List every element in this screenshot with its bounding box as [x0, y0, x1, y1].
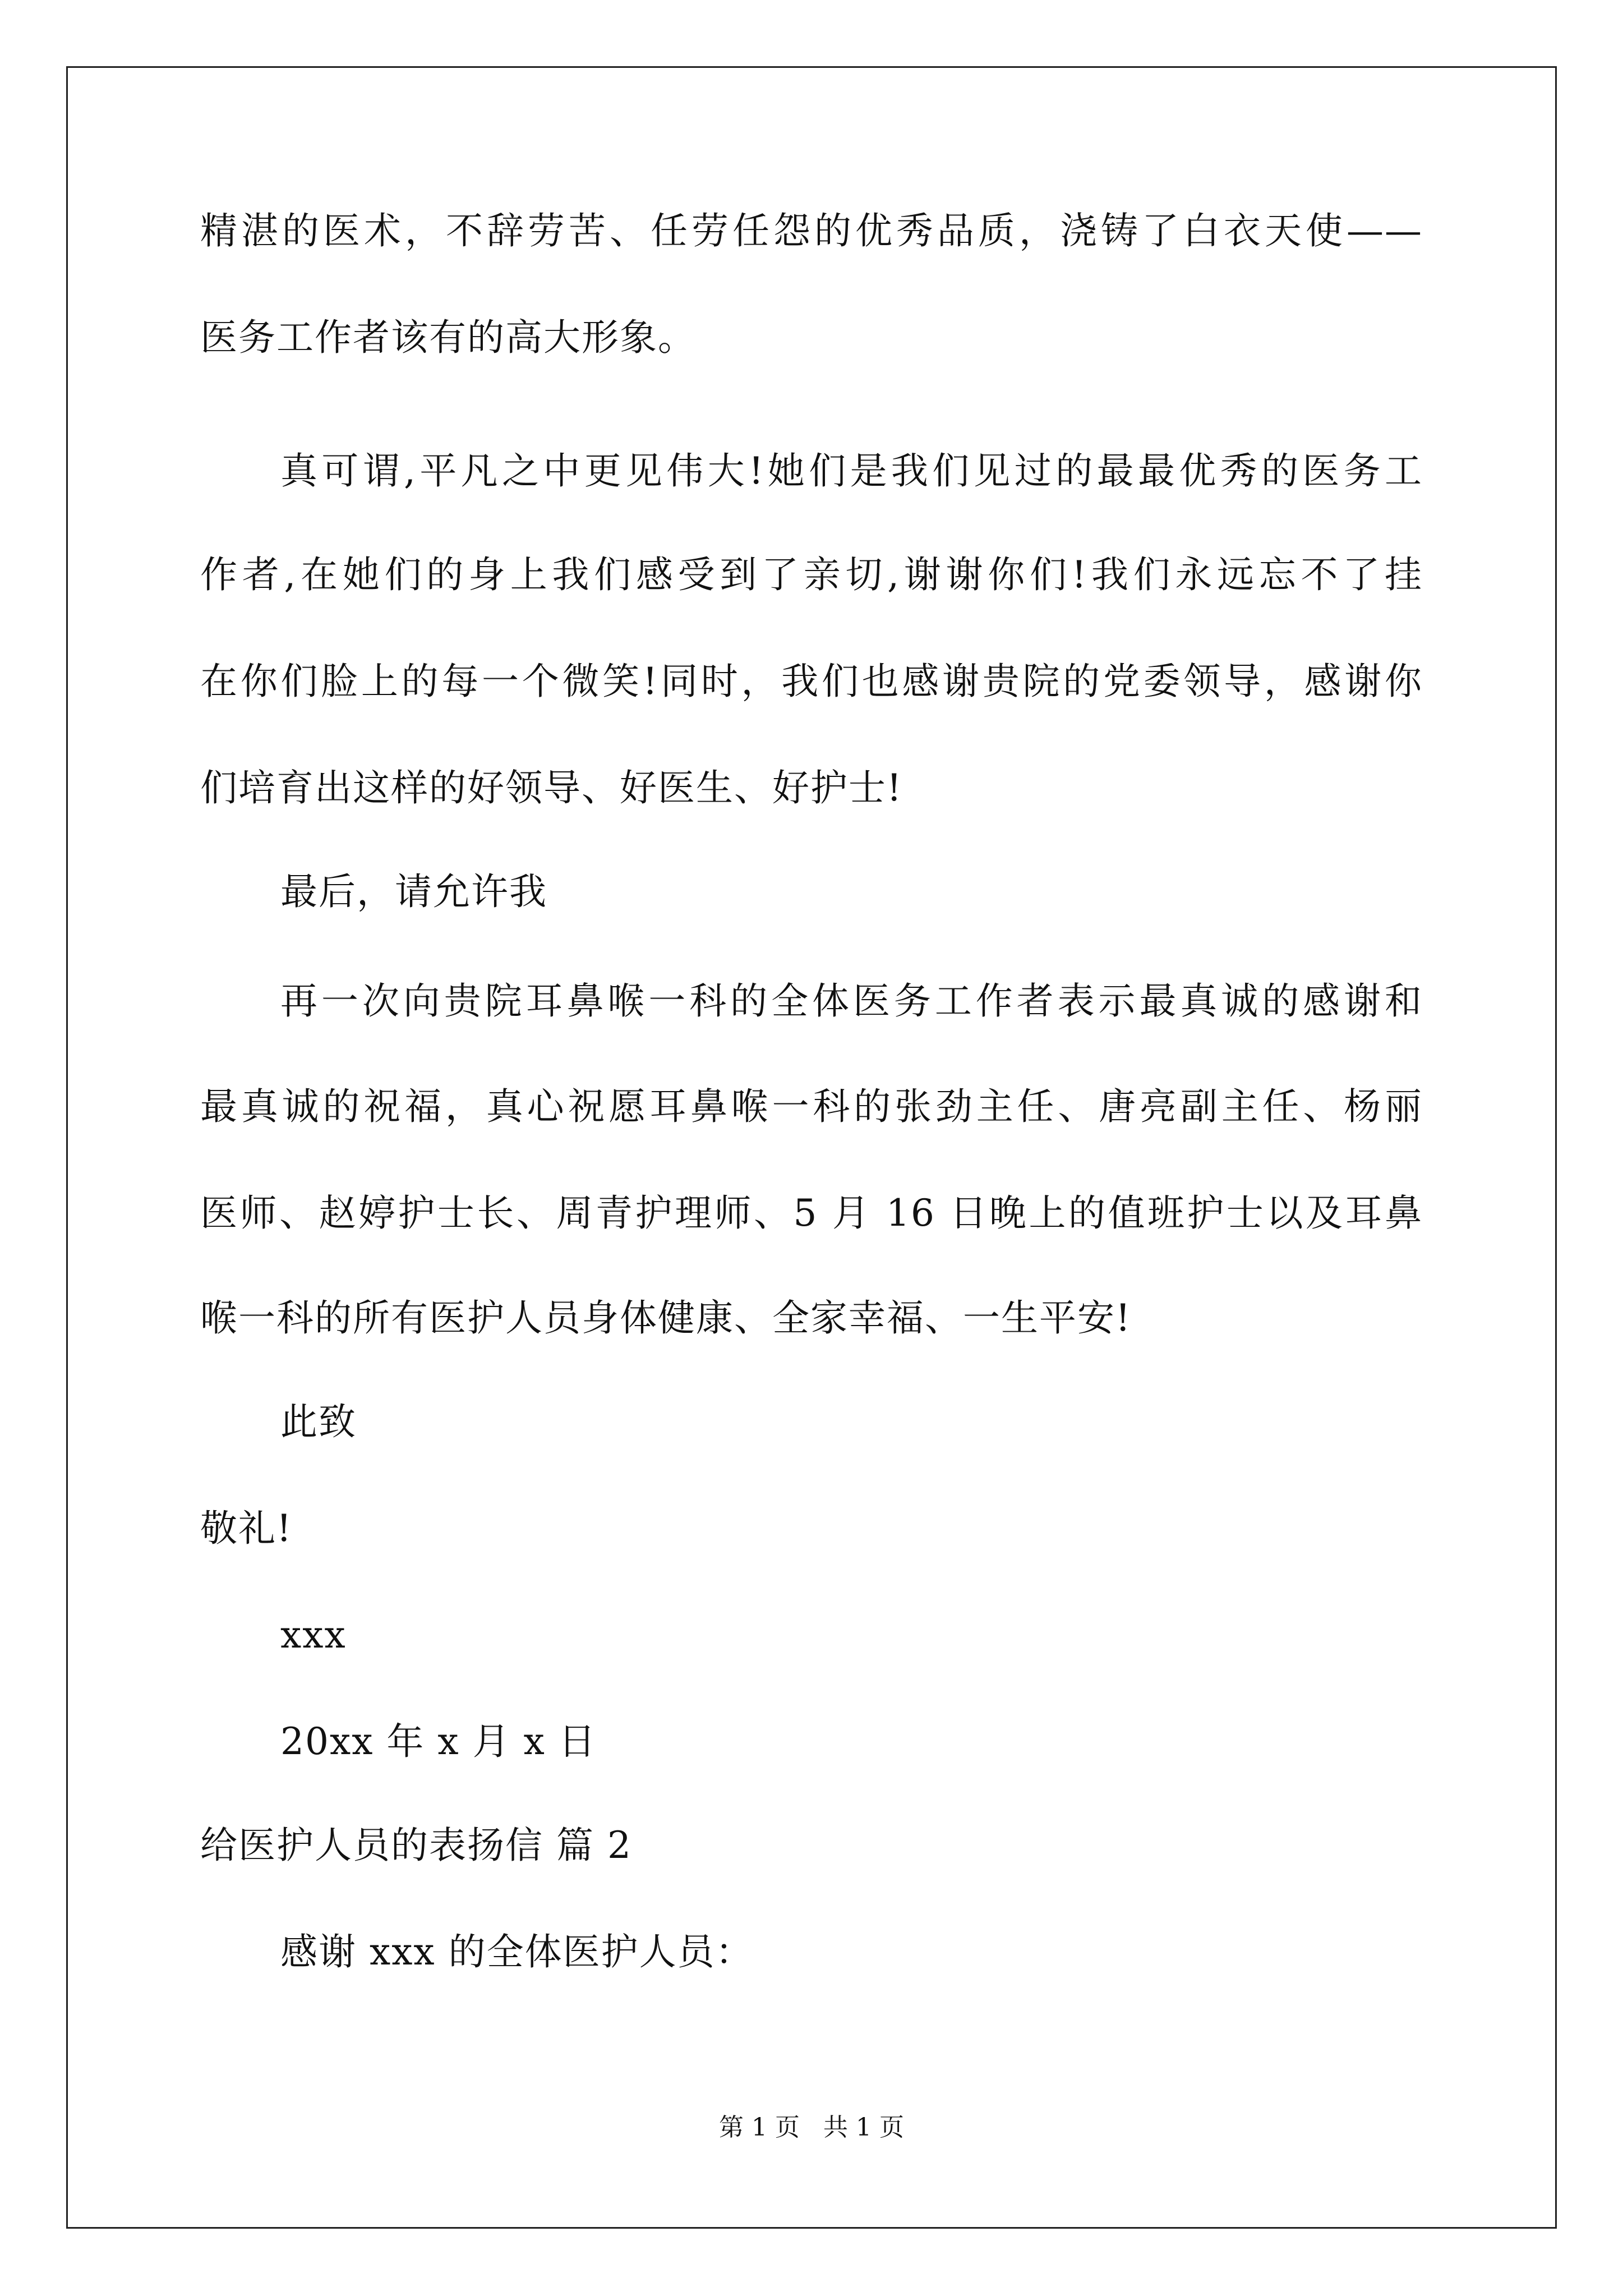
signature: xxx: [280, 1613, 347, 1657]
closing-salutation: 此致: [280, 1400, 357, 1443]
body-line: 精湛的医术，不辞劳苦、任劳任怨的优秀品质，浇铸了白衣天使——: [200, 209, 1423, 252]
body-line: 真可谓,平凡之中更见伟大!她们是我们见过的最最优秀的医务工: [280, 449, 1423, 493]
body-line: 们培育出这样的好领导、好医生、好护士!: [200, 766, 903, 809]
body-line: 最后，请允许我: [280, 870, 547, 913]
page-border: [66, 66, 1557, 2229]
body-line: 最真诚的祝福，真心祝愿耳鼻喉一科的张劲主任、唐亮副主任、杨丽: [200, 1085, 1423, 1128]
body-line: 在你们脸上的每一个微笑!同时，我们也感谢贵院的党委领导，感谢你: [200, 660, 1423, 703]
letter-greeting: 感谢 xxx 的全体医护人员：: [280, 1930, 754, 1973]
closing-regards: 敬礼!: [200, 1507, 293, 1550]
page-footer: 第 1 页 共 1 页: [719, 2113, 904, 2142]
section-title: 给医护人员的表扬信 篇 2: [200, 1824, 632, 1867]
body-line: 再一次向贵院耳鼻喉一科的全体医务工作者表示最真诚的感谢和: [280, 979, 1423, 1023]
body-line: 医务工作者该有的高大形象。: [200, 316, 696, 359]
body-line: 医师、赵婷护士长、周青护理师、5 月 16 日晚上的值班护士以及耳鼻: [200, 1191, 1423, 1235]
date: 20xx 年 x 月 x 日: [280, 1720, 597, 1763]
body-line: 喉一科的所有医护人员身体健康、全家幸福、一生平安!: [200, 1296, 1132, 1340]
body-line: 作者,在她们的身上我们感受到了亲切,谢谢你们!我们永远忘不了挂: [200, 553, 1423, 596]
